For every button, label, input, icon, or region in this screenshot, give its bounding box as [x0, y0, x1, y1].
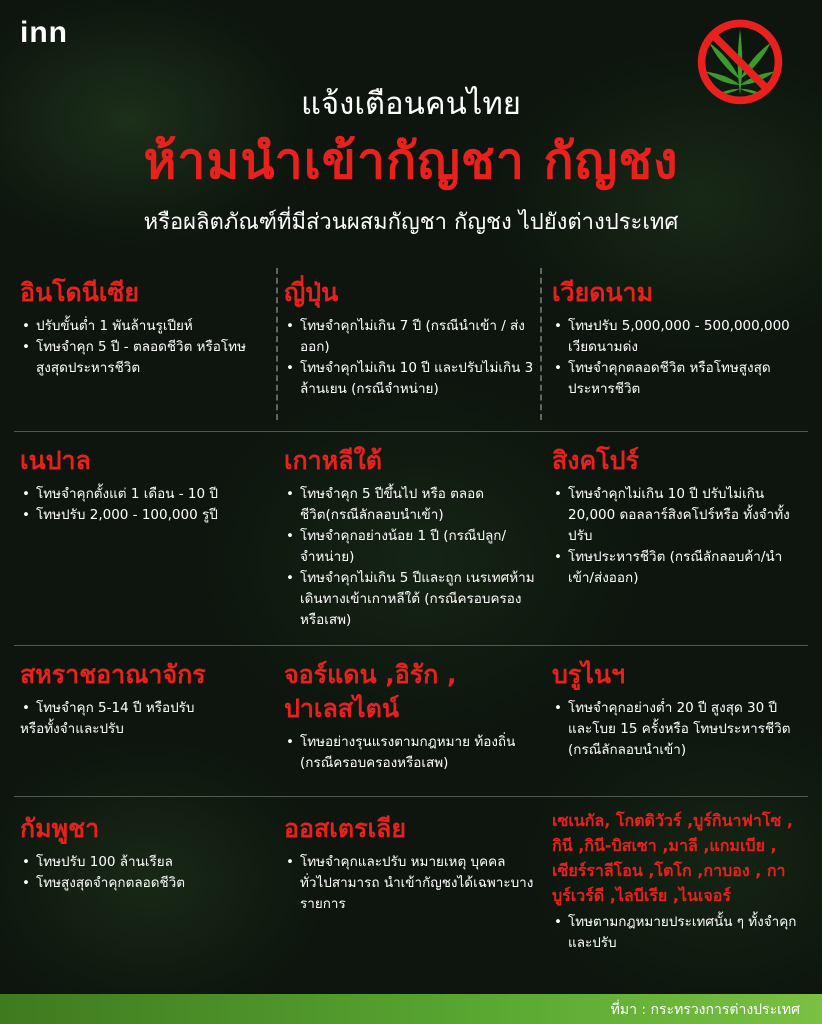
country-name: เวียดนาม: [552, 278, 654, 307]
penalty-item: • โทษจำคุกไม่เกิน 10 ปี และปรับไม่เกิน 3 ล้านเยน (กรณีจำหน่าย): [284, 358, 534, 400]
header-title: ห้ามนำเข้ากัญชา กัญชง: [143, 132, 679, 190]
country-name: กัมพูชา: [20, 814, 100, 843]
country-name: ญี่ปุ่น: [284, 278, 339, 307]
penalty-item: • โทษจำคุกตั้งแต่ 1 เดือน - 10 ปี: [20, 484, 270, 505]
penalty-item: หรือทั้งจำและปรับ: [20, 721, 124, 737]
penalty-item: • โทษประหารชีวิต (กรณีลักลอบค้า/นำเข้า/ส่งออก): [552, 547, 806, 589]
country-card-nepal: [20, 444, 270, 526]
row-divider: [14, 796, 808, 797]
source-credit: ที่มา : กระทรวงการต่างประเทศ: [610, 1002, 800, 1018]
header-warning: แจ้งเตือนคนไทย: [301, 86, 521, 122]
country-card-jordan-iraq-palestine: [284, 658, 534, 774]
country-card-indonesia: [20, 276, 270, 379]
penalty-item: • โทษจำคุก 5 ปี - ตลอดชีวิต หรือโทษสูงสุดประหารชีวิต: [20, 337, 270, 379]
header-subtitle: หรือผลิตภัณฑ์ที่มีส่วนผสมกัญชา กัญชง ไปยังต่างประเทศ: [143, 210, 679, 235]
footer-bar: [0, 994, 822, 1024]
country-name: เนปาล: [20, 446, 91, 475]
country-card-brunei: [552, 658, 802, 761]
penalty-item: • โทษจำคุก 5-14 ปี หรือปรับ: [20, 698, 270, 719]
penalty-item: • โทษจำคุกไม่เกิน 7 ปี (กรณีนำเข้า / ส่งออก): [284, 316, 534, 358]
penalty-item: • ปรับขั้นต่ำ 1 พันล้านรูเปียห์: [20, 316, 270, 337]
country-card-cambodia: [20, 812, 270, 894]
country-name: จอร์แดน ,อิรัก , ปาเลสไตน์: [284, 660, 457, 723]
country-name: บรูไนฯ: [552, 660, 625, 689]
country-name: อินโดนีเซีย: [20, 278, 140, 307]
penalty-item: • โทษจำคุกอย่างต่ำ 20 ปี สูงสุด 30 ปี และโบย 15 ครั้งหรือ โทษประหารชีวิต (กรณีลักลอบนำเข้า): [552, 698, 802, 761]
penalty-item: • โทษจำคุกไม่เกิน 5 ปีและถูก เนรเทศห้ามเดินทางเข้าเกาหลีใต้ (กรณีครอบครองหรือเสพ): [284, 568, 536, 631]
col-divider: [276, 268, 278, 420]
col-divider: [540, 268, 542, 420]
country-name: เซเนกัล, โกตดิวัวร์ ,บูร์กินาฟาโซ , กินี ,กินี-บิสเซา ,มาลี ,แกมเบีย , เซียร์ราลีโอน ,โตโก ,กาบอง , กาบูร์เวร์ดี ,ไลบีเรีย ,ไนเจอร์: [552, 811, 793, 905]
country-card-south-korea: [284, 444, 536, 631]
penalty-item: • โทษปรับ 2,000 - 100,000 รูปี: [20, 505, 270, 526]
penalty-item: • โทษตามกฎหมายประเทศนั้น ๆ ทั้งจำคุกและปรับ: [552, 912, 804, 954]
penalty-item: • โทษจำคุก 5 ปีขึ้นไป หรือ ตลอดชีวิต(กรณีลักลอบนำเข้า): [284, 484, 536, 526]
country-card-vietnam: [552, 276, 802, 400]
brand-logo: inn: [20, 16, 68, 49]
country-card-singapore: [552, 444, 806, 589]
country-name: ออสเตรเลีย: [284, 814, 407, 843]
country-card-australia: [284, 812, 536, 915]
penalty-item: • โทษปรับ 5,000,000 - 500,000,000 เวียดนามด่ง: [552, 316, 802, 358]
penalty-item: • โทษปรับ 100 ล้านเรียล: [20, 852, 270, 873]
country-name: เกาหลีใต้: [284, 446, 382, 475]
country-card-uk: [20, 658, 270, 740]
country-name: สิงคโปร์: [552, 446, 639, 475]
penalty-item: • โทษจำคุกและปรับ หมายเหตุ บุคคลทั่วไปสามารถ นำเข้ากัญชงได้เฉพาะบางรายการ: [284, 852, 536, 915]
penalty-item: • โทษสูงสุดจำคุกตลอดชีวิต: [20, 873, 270, 894]
row-divider: [14, 645, 808, 646]
country-card-japan: [284, 276, 534, 400]
country-card-west-africa: [552, 808, 804, 954]
country-name: สหราชอาณาจักร: [20, 660, 206, 689]
penalty-item: • โทษอย่างรุนแรงตามกฎหมาย ท้องถิ่น (กรณีครอบครองหรือเสพ): [284, 732, 534, 774]
penalty-item: • โทษจำคุกตลอดชีวิต หรือโทษสูงสุดประหารชีวิต: [552, 358, 802, 400]
row-divider: [14, 431, 808, 432]
penalty-item: • โทษจำคุกอย่างน้อย 1 ปี (กรณีปลูก/จำหน่าย): [284, 526, 536, 568]
penalty-item: • โทษจำคุกไม่เกิน 10 ปี ปรับไม่เกิน 20,000 ดอลลาร์สิงคโปร์หรือ ทั้งจำทั้งปรับ: [552, 484, 806, 547]
